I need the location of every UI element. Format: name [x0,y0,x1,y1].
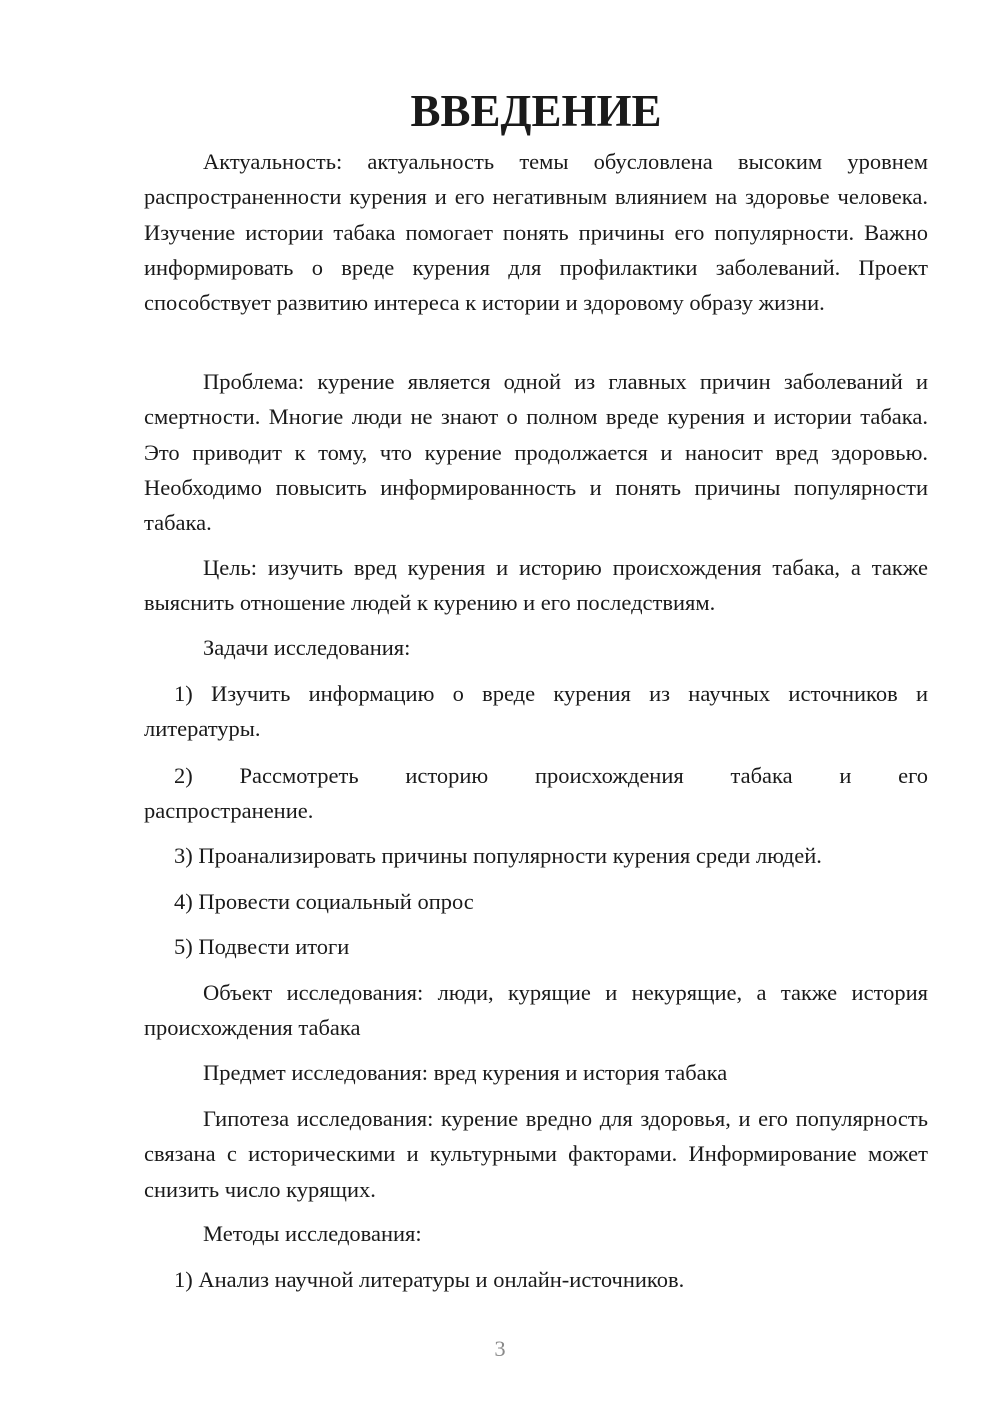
task-item-4: 4) Провести социальный опрос [174,889,474,914]
task-item-2-line-1: 2) Рассмотреть историю происхождения табака и его [174,763,928,788]
tasks-heading: Задачи исследования: [203,635,411,660]
task-item-2-line-2: распространение. [144,798,314,824]
page-number: 3 [494,1336,506,1361]
object-paragraph: Объект исследования: люди, курящие и некурящие, а также история происхождения табака [144,980,928,1041]
methods-heading: Методы исследования: [203,1221,422,1246]
hypothesis-paragraph: Гипотеза исследования: курение вредно для здоровья, и его популярность связана с историческими и культурными факторами. Информирование может снизить число курящих. [144,1106,928,1202]
task-item-5: 5) Подвести итоги [174,934,350,959]
relevance-paragraph: Актуальность: актуальность темы обусловлена высоким уровнем распространенности курения и его негативным влиянием на здоровье человека. Изучение истории табака помогает понять причины его популярности. Важно информировать о вреде курения для профилактики заболеваний. Проект способствует развитию интереса к истории и здоровому образу жизни. [144,149,928,316]
method-item-1: 1) Анализ научной литературы и онлайн-источников. [174,1267,685,1292]
task-item-2 [144,758,928,829]
subject-paragraph: Предмет исследования: вред курения и история табака [203,1060,728,1085]
page-title: ВВЕДЕНИЕ [410,86,662,136]
goal-paragraph: Цель: изучить вред курения и историю происхождения табака, а также выяснить отношение людей к курению и его последствиям. [144,555,928,616]
task-item-1: 1) Изучить информацию о вреде курения из научных источников и литературы. [144,681,928,742]
task-item-3: 3) Проанализировать причины популярности курения среди людей. [174,843,822,868]
problem-paragraph: Проблема: курение является одной из главных причин заболеваний и смертности. Многие люди не знают о полном вреде курения и истории табака. Это приводит к тому, что курение продолжается и наносит вред здоровью. Необходимо повысить информированность и понять причины популярности табака. [144,369,928,536]
